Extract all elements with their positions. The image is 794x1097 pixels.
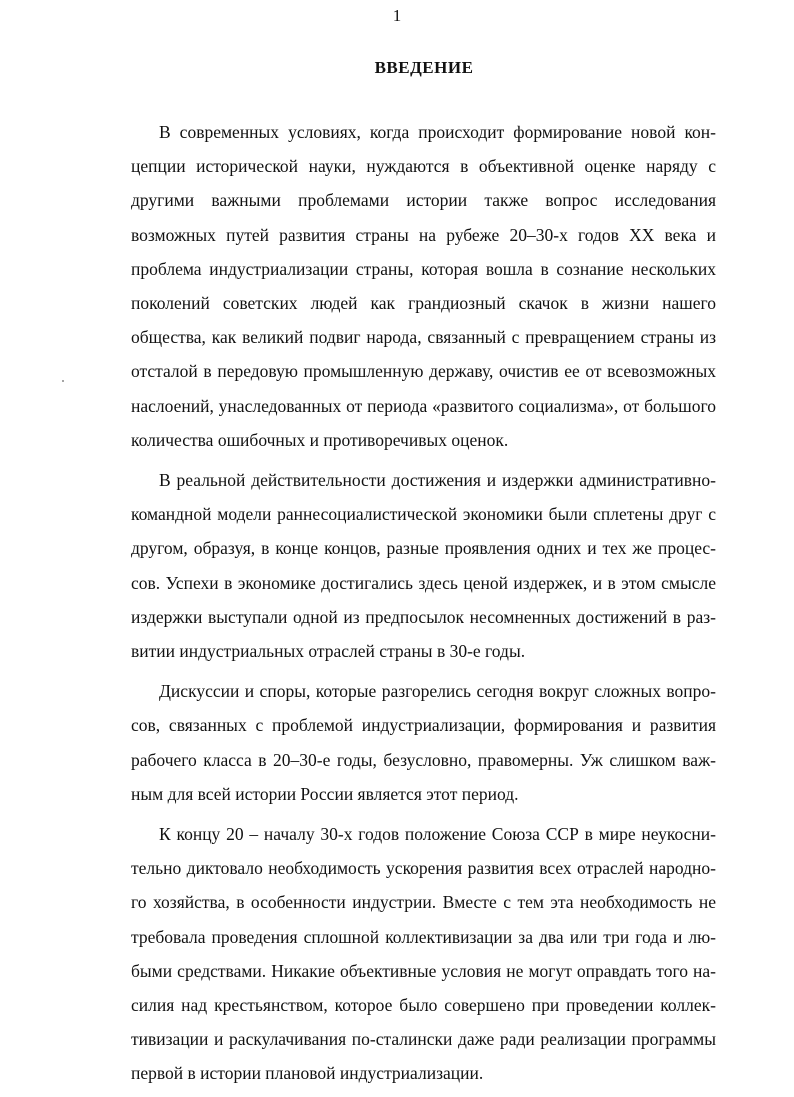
paragraph-1: В современных условиях, когда происходит формирование новой концепции исторической науки, нуждаются в объективной оценке наряду с другими важными проблемами истории также вопрос исследования возможных путей развития страны на рубеже 20–30-х годов XX века и проблема индустриализации страны, которая вошла в сознание нескольких поколений советских людей как грандиозный скачок в жизни нашего общества, как великий подвиг народа, связанный с превращением страны из отсталой в передовую промышленную державу, очистив ее от всевозможных наслоений, унаследованных от периода «развитого социализма», от большого количества ошибочных и противоречивых оценок. [131, 122, 716, 450]
body-text [131, 115, 716, 1097]
paragraph-2: В реальной действительности достижения и издержки административно-командной модели раннесоциалистической экономики были сплетены друг с другом, образуя, в конце концов, разные проявления одних и тех же процессов. Успехи в экономике достигались здесь ценой издержек, и в этом смысле издержки выступали одной из предпосылок несомненных достижений в развитии индустриальных отраслей страны в 30-е годы. [131, 470, 716, 662]
page-number: 1 [392, 6, 402, 25]
paragraph-4: К концу 20 – началу 30-х годов положение Союза ССР в мире неукоснительно диктовало необходимость ускорения развития всех отраслей народного хозяйства, в особенности индустрии. Вместе с тем эта необходимость не требовала проведения сплошной коллективизации за два или три года и любыми средствами. Никакие объективные условия не могут оправдать того насилия над крестьянством, которое было совершено при проведении коллективизации и раскулачивания по-сталински даже ради реализации программы первой в истории плановой индустриализации. [131, 824, 716, 1084]
paragraph-3: Дискуссии и споры, которые разгорелись сегодня вокруг сложных вопросов, связанных с проблемой индустриализации, формирования и развития рабочего класса в 20–30-е годы, безусловно, правомерны. Уж слишком важным для всей истории России является этот период. [131, 681, 716, 804]
scan-speck [62, 380, 64, 382]
page-title: ВВЕДЕНИЕ [374, 58, 474, 77]
